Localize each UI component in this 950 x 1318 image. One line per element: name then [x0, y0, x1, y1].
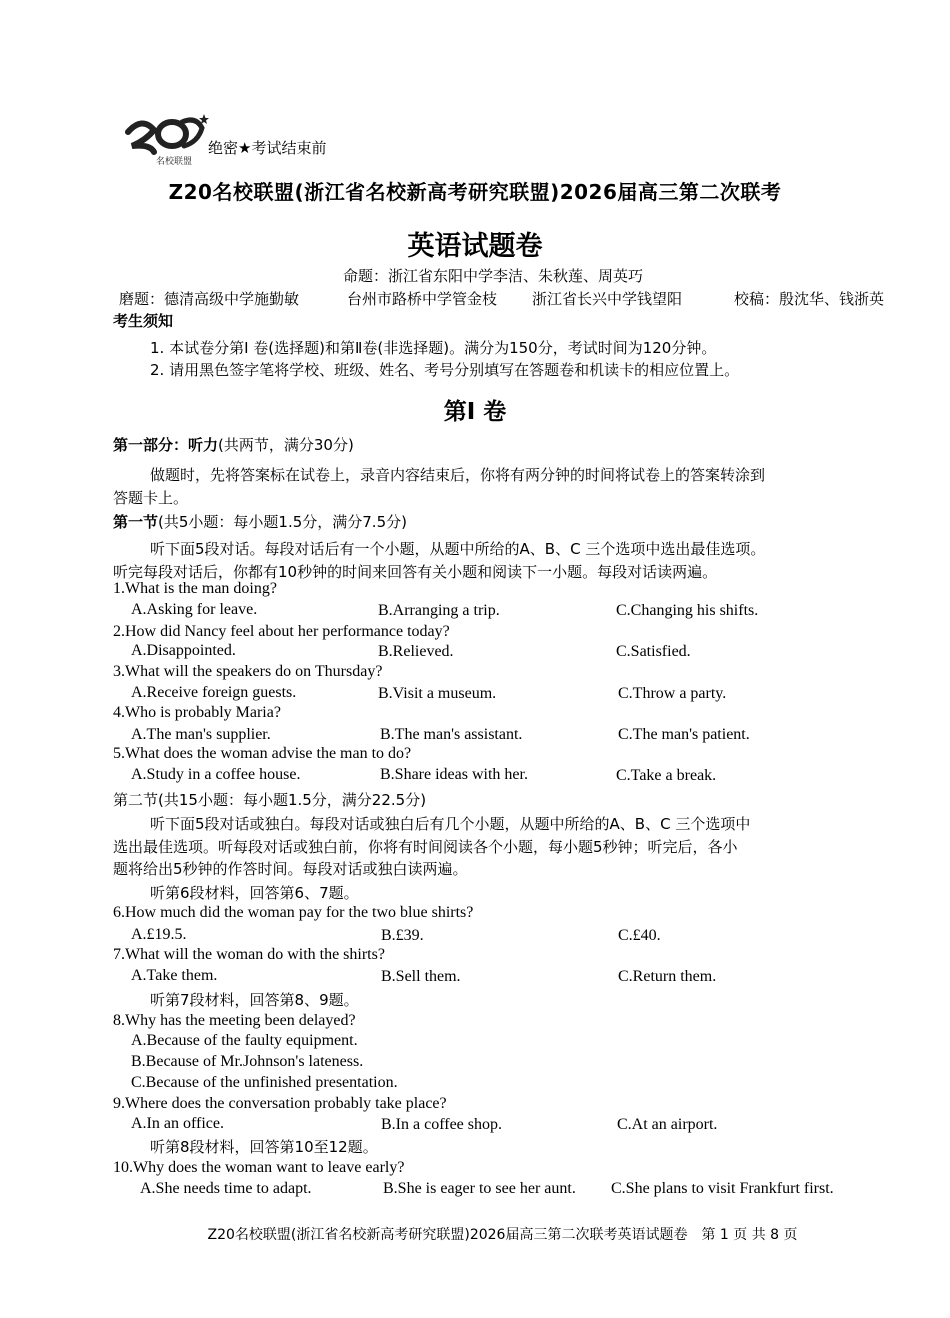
question-8-option-b: B.Because of Mr.Johnson's lateness.	[131, 1053, 364, 1070]
question-7-option-a: A.Take them.	[131, 967, 218, 984]
section1-heading	[113, 511, 407, 532]
notice-title: 考生须知	[113, 312, 174, 330]
question-8-stem: 8.Why has the meeting been delayed?	[113, 1012, 356, 1029]
section1-title: 第一节	[113, 513, 159, 531]
question-2-option-b: B.Relieved.	[378, 643, 454, 660]
question-9-option-b: B.In a coffee shop.	[381, 1116, 502, 1133]
section2-instruction-line3: 题将给出5秒钟的作答时间。每段对话或独白读两遍。	[113, 860, 468, 878]
question-10-option-b: B.She is eager to see her aunt.	[383, 1180, 576, 1197]
question-6-option-a: A.£19.5.	[131, 926, 187, 943]
question-3-option-a: A.Receive foreign guests.	[131, 684, 297, 701]
question-4-option-c: C.The man's patient.	[618, 726, 750, 743]
logo-text: 名校联盟	[156, 157, 193, 167]
question-6-option-c: C.£40.	[618, 927, 661, 944]
question-9-option-a: A.In an office.	[131, 1115, 224, 1132]
question-1-option-b: B.Arranging a trip.	[378, 602, 500, 619]
section1-instruction-line1: 听下面5段对话。每段对话后有一个小题，从题中所给的A、B、C 三个选项中选出最佳选项。	[150, 540, 766, 558]
section2-instruction-line2: 选出最佳选项。听每段对话或独白前，你将有时间阅读各个小题，每小题5秒钟；听完后，各小	[113, 838, 738, 856]
question-2-option-a: A.Disappointed.	[131, 642, 236, 659]
question-3-stem: 3.What will the speakers do on Thursday?	[113, 663, 383, 680]
material-6-note: 听第6段材料，回答第6、7题。	[150, 884, 359, 902]
alliance-logo	[120, 112, 210, 170]
question-3-option-b: B.Visit a museum.	[378, 685, 497, 702]
section1-title-note: (共5小题：每小题1.5分，满分7.5分)	[158, 513, 407, 531]
question-8-option-a: A.Because of the faulty equipment.	[131, 1032, 358, 1049]
authors-line: 命题：浙江省东阳中学李洁、朱秋莲、周英巧	[343, 267, 644, 285]
question-6-option-b: B.£39.	[381, 927, 424, 944]
question-1-option-a: A.Asking for leave.	[131, 601, 258, 618]
part1-instruction-line2: 答题卡上。	[113, 489, 189, 507]
question-5-option-c: C.Take a break.	[616, 767, 717, 784]
confidential-label: 绝密★考试结束前	[208, 139, 327, 157]
question-5-stem: 5.What does the woman advise the man to do?	[113, 745, 412, 762]
paper-title: 英语试题卷	[407, 231, 543, 262]
review-3: 浙江省长兴中学钱望阳	[532, 290, 683, 308]
question-1-option-c: C.Changing his shifts.	[616, 602, 759, 619]
part1-heading	[113, 434, 354, 455]
material-7-note: 听第7段材料，回答第8、9题。	[150, 991, 359, 1009]
notice-item-1: 1. 本试卷分第I 卷(选择题)和第Ⅱ卷(非选择题)。满分为150分，考试时间为120分钟。	[150, 339, 717, 357]
review-2: 台州市路桥中学管金枝	[347, 290, 498, 308]
question-10-option-c: C.She plans to visit Frankfurt first.	[611, 1180, 834, 1197]
material-8-note: 听第8段材料，回答第10至12题。	[150, 1138, 378, 1156]
volume-title: 第I 卷	[443, 399, 507, 425]
question-10-option-a: A.She needs time to adapt.	[140, 1180, 312, 1197]
part1-title-note: (共两节，满分30分)	[218, 436, 354, 454]
question-7-stem: 7.What will the woman do with the shirts?	[113, 946, 385, 963]
proofread-line: 校稿：殷沈华、钱浙英	[734, 290, 885, 308]
page-footer: Z20名校联盟(浙江省名校新高考研究联盟)2026届高三第二次联考英语试题卷 第 1 页 共 8 页	[207, 1227, 798, 1243]
section2-heading: 第二节(共15小题：每小题1.5分，满分22.5分)	[113, 791, 427, 809]
question-1-stem: 1.What is the man doing?	[113, 580, 277, 597]
question-6-stem: 6.How much did the woman pay for the two blue shirts?	[113, 904, 474, 921]
question-4-stem: 4.Who is probably Maria?	[113, 704, 281, 721]
question-2-option-c: C.Satisfied.	[616, 643, 691, 660]
question-5-option-b: B.Share ideas with her.	[380, 766, 528, 783]
question-5-option-a: A.Study in a coffee house.	[131, 766, 301, 783]
part1-instruction-line1: 做题时，先将答案标在试卷上，录音内容结束后，你将有两分钟的时间将试卷上的答案转涂到	[150, 466, 766, 484]
question-7-option-c: C.Return them.	[618, 968, 717, 985]
review-1: 磨题：德清高级中学施勤敏	[119, 290, 300, 308]
question-3-option-c: C.Throw a party.	[618, 685, 727, 702]
part1-title: 第一部分：听力	[113, 436, 219, 454]
question-7-option-b: B.Sell them.	[381, 968, 461, 985]
question-10-stem: 10.Why does the woman want to leave early?	[113, 1159, 405, 1176]
question-9-stem: 9.Where does the conversation probably take place?	[113, 1095, 447, 1112]
question-4-option-a: A.The man's supplier.	[131, 726, 271, 743]
notice-item-2: 2. 请用黑色签字笔将学校、班级、姓名、考号分别填写在答题卷和机读卡的相应位置上。	[150, 361, 740, 379]
exam-title: Z20名校联盟(浙江省名校新高考研究联盟)2026届高三第二次联考	[168, 180, 782, 204]
question-4-option-b: B.The man's assistant.	[380, 726, 523, 743]
question-8-option-c: C.Because of the unfinished presentation.	[131, 1074, 398, 1091]
section2-instruction-line1: 听下面5段对话或独白。每段对话或独白后有几个小题，从题中所给的A、B、C 三个选项中	[150, 815, 751, 833]
section1-instruction-line2: 听完每段对话后，你都有10秒钟的时间来回答有关小题和阅读下一小题。每段对话读两遍。	[113, 563, 718, 581]
question-2-stem: 2.How did Nancy feel about her performance today?	[113, 623, 450, 640]
question-9-option-c: C.At an airport.	[617, 1116, 718, 1133]
